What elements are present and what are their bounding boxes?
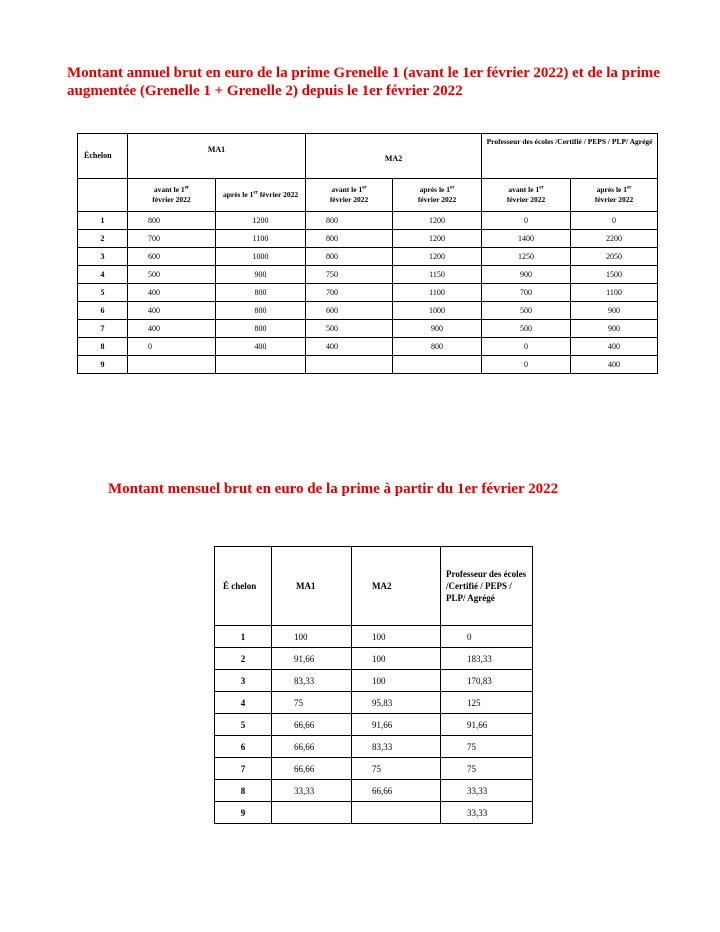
pe-after-cell: 400	[571, 356, 658, 374]
ma1-after-header: après le 1er février 2022	[216, 179, 306, 212]
ma2-after-cell: 1000	[393, 302, 482, 320]
pe-before-cell: 700	[482, 284, 571, 302]
pe-after-cell: 2200	[571, 230, 658, 248]
ma1-header: MA1	[128, 134, 306, 179]
pe-cell: 91,66	[441, 714, 533, 736]
echelon-cell: 6	[78, 302, 128, 320]
echelon-cell: 1	[215, 626, 272, 648]
annual-subheader-row	[78, 179, 658, 212]
ma2-after-cell: 1200	[393, 248, 482, 266]
ma1-cell: 100	[272, 626, 352, 648]
echelon-cell: 4	[215, 692, 272, 714]
pe-cell: 33,33	[441, 802, 533, 824]
pe-after-cell: 1500	[571, 266, 658, 284]
ma2-after-cell: 900	[393, 320, 482, 338]
table-row	[78, 356, 658, 374]
table-row	[215, 780, 533, 802]
ma2-before-cell: 500	[306, 320, 393, 338]
echelon-cell: 2	[215, 648, 272, 670]
ma2-after-cell: 1100	[393, 284, 482, 302]
ma1-cell: 83,33	[272, 670, 352, 692]
table-row	[215, 670, 533, 692]
ma2-after-cell: 800	[393, 338, 482, 356]
pe-before-cell: 0	[482, 338, 571, 356]
table-row	[78, 230, 658, 248]
pe-after-cell: 900	[571, 320, 658, 338]
ma1-before-cell: 600	[128, 248, 216, 266]
echelon-cell: 1	[78, 212, 128, 230]
pe-after-header: après le 1er février 2022	[571, 179, 658, 212]
echelon-cell: 5	[78, 284, 128, 302]
ma1-before-cell: 400	[128, 302, 216, 320]
ma1-cell: 33,33	[272, 780, 352, 802]
ma1-after-cell: 1100	[216, 230, 306, 248]
annual-bonus-table	[77, 133, 658, 374]
echelon-header: Échelon	[78, 134, 128, 179]
ma2-header: MA2	[352, 547, 441, 626]
pe-after-cell: 0	[571, 212, 658, 230]
ma2-before-cell: 800	[306, 230, 393, 248]
pe-before-cell: 900	[482, 266, 571, 284]
echelon-cell: 2	[78, 230, 128, 248]
table-row	[78, 284, 658, 302]
echelon-cell: 8	[215, 780, 272, 802]
ma1-before-cell: 800	[128, 212, 216, 230]
ma2-before-cell	[306, 356, 393, 374]
ma1-after-cell: 400	[216, 338, 306, 356]
ma1-before-cell: 500	[128, 266, 216, 284]
pe-cell: 75	[441, 758, 533, 780]
ma1-after-cell	[216, 356, 306, 374]
pe-before-cell: 1400	[482, 230, 571, 248]
echelon-cell: 3	[215, 670, 272, 692]
ma2-before-cell: 600	[306, 302, 393, 320]
annual-header-row	[78, 134, 658, 179]
echelon-cell: 3	[78, 248, 128, 266]
table-row	[215, 692, 533, 714]
ma1-cell: 66,66	[272, 714, 352, 736]
ma1-after-cell: 900	[216, 266, 306, 284]
ma1-after-cell: 800	[216, 302, 306, 320]
table-row	[78, 320, 658, 338]
ma2-cell: 83,33	[352, 736, 441, 758]
ma1-before-cell: 0	[128, 338, 216, 356]
ma1-before-cell: 400	[128, 320, 216, 338]
echelon-subheader-blank	[78, 179, 128, 212]
echelon-cell: 9	[78, 356, 128, 374]
pe-cell: 75	[441, 736, 533, 758]
pe-before-cell: 1250	[482, 248, 571, 266]
pe-before-cell: 500	[482, 320, 571, 338]
ma2-before-cell: 800	[306, 212, 393, 230]
ma1-cell: 66,66	[272, 736, 352, 758]
ma2-before-header: avant le 1er février 2022	[306, 179, 393, 212]
pe-cell: 170,83	[441, 670, 533, 692]
ma1-before-cell	[128, 356, 216, 374]
table-row	[215, 626, 533, 648]
table-row	[78, 302, 658, 320]
ma2-before-cell: 400	[306, 338, 393, 356]
ma2-before-cell: 700	[306, 284, 393, 302]
ma2-cell: 95,83	[352, 692, 441, 714]
ma2-header: MA2	[306, 134, 482, 179]
pe-before-cell: 0	[482, 356, 571, 374]
ma2-cell: 66,66	[352, 780, 441, 802]
echelon-cell: 7	[215, 758, 272, 780]
pe-before-header: avant le 1er février 2022	[482, 179, 571, 212]
ma1-cell: 75	[272, 692, 352, 714]
ma1-after-cell: 800	[216, 320, 306, 338]
table-row	[78, 266, 658, 284]
ma1-after-cell: 800	[216, 284, 306, 302]
ma2-after-cell	[393, 356, 482, 374]
echelon-cell: 4	[78, 266, 128, 284]
pe-cell: 183,33	[441, 648, 533, 670]
echelon-header: É chelon	[215, 547, 272, 626]
ma2-cell: 100	[352, 626, 441, 648]
ma1-before-cell: 700	[128, 230, 216, 248]
professeur-header: Professeur des écoles /Certifié / PEPS / PLP/ Agrégé	[482, 134, 658, 179]
echelon-cell: 7	[78, 320, 128, 338]
ma2-before-cell: 750	[306, 266, 393, 284]
pe-after-cell: 900	[571, 302, 658, 320]
ma1-cell: 66,66	[272, 758, 352, 780]
table-row	[215, 714, 533, 736]
ma2-before-cell: 800	[306, 248, 393, 266]
professeur-header: Professeur des écoles /Certifié / PEPS / PLP/ Agrégé	[441, 547, 533, 626]
echelon-cell: 5	[215, 714, 272, 736]
table-row	[78, 248, 658, 266]
ma1-header: MA1	[272, 547, 352, 626]
monthly-bonus-table	[214, 546, 533, 824]
pe-after-cell: 400	[571, 338, 658, 356]
ma2-after-cell: 1200	[393, 230, 482, 248]
echelon-cell: 6	[215, 736, 272, 758]
pe-cell: 125	[441, 692, 533, 714]
ma1-after-cell: 1200	[216, 212, 306, 230]
ma1-cell: 91,66	[272, 648, 352, 670]
pe-cell: 33,33	[441, 780, 533, 802]
ma2-after-cell: 1150	[393, 266, 482, 284]
echelon-cell: 9	[215, 802, 272, 824]
pe-after-cell: 1100	[571, 284, 658, 302]
ma1-cell	[272, 802, 352, 824]
ma2-cell: 100	[352, 648, 441, 670]
ma2-cell: 91,66	[352, 714, 441, 736]
ma2-after-cell: 1200	[393, 212, 482, 230]
table-row	[215, 802, 533, 824]
annual-table-title: Montant annuel brut en euro de la prime Grenelle 1 (avant le 1er février 2022) et de la prime augmentée (Grenelle 1 + Grenelle 2) depuis le 1er février 2022	[67, 65, 660, 99]
ma2-cell: 100	[352, 670, 441, 692]
ma2-after-header: après le 1er février 2022	[393, 179, 482, 212]
pe-after-cell: 2050	[571, 248, 658, 266]
monthly-table-title: Montant mensuel brut en euro de la prime à partir du 1er février 2022	[108, 481, 559, 497]
ma2-cell: 75	[352, 758, 441, 780]
pe-before-cell: 0	[482, 212, 571, 230]
table-row	[78, 212, 658, 230]
pe-before-cell: 500	[482, 302, 571, 320]
ma2-cell	[352, 802, 441, 824]
table-row	[215, 736, 533, 758]
table-row	[78, 338, 658, 356]
table-row	[215, 758, 533, 780]
pe-cell: 0	[441, 626, 533, 648]
ma1-after-cell: 1000	[216, 248, 306, 266]
ma1-before-cell: 400	[128, 284, 216, 302]
monthly-header-row	[215, 547, 533, 626]
table-row	[215, 648, 533, 670]
ma1-before-header: avant le 1er février 2022	[128, 179, 216, 212]
echelon-cell: 8	[78, 338, 128, 356]
